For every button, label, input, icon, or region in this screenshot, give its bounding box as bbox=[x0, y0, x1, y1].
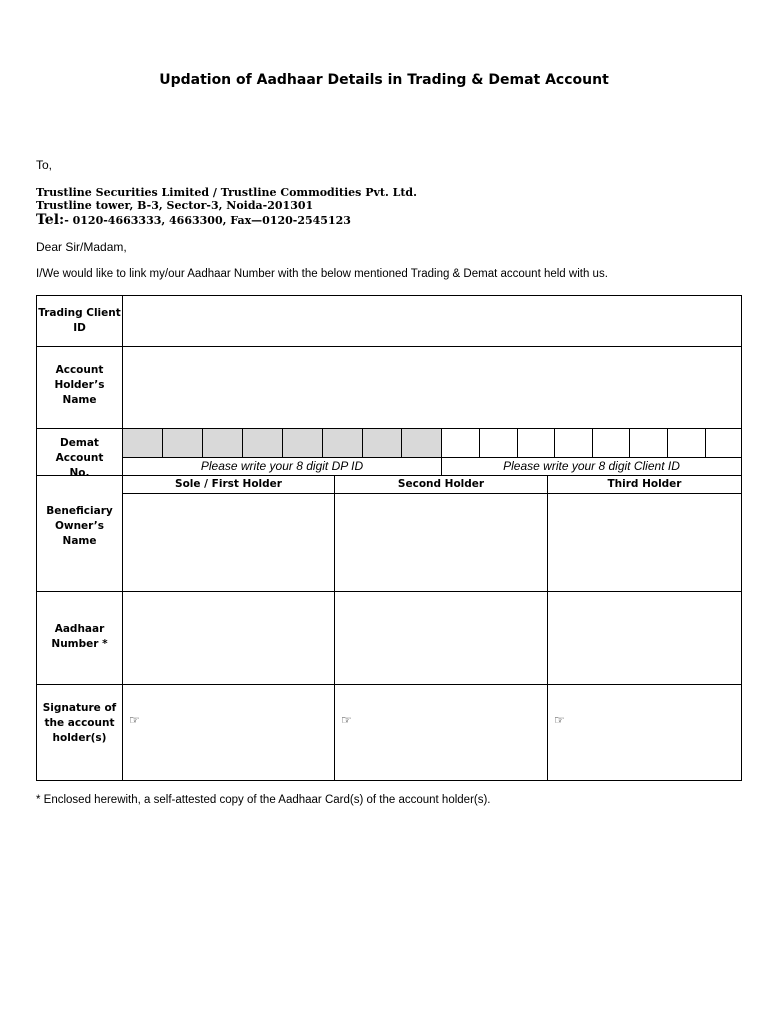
account-holder-name-field[interactable] bbox=[123, 347, 741, 428]
pointing-hand-icon: ☞ bbox=[341, 713, 352, 727]
intro-text: I/We would like to link my/our Aadhaar Number with the below mentioned Trading & Demat account held with us. bbox=[36, 268, 608, 280]
telephone-line bbox=[36, 212, 351, 228]
third-holder-aadhaar-field[interactable] bbox=[548, 592, 741, 684]
third-holder-name-field[interactable] bbox=[548, 494, 741, 591]
page-title: Updation of Aadhaar Details in Trading & Demat Account bbox=[159, 72, 609, 88]
second-holder-signature-field[interactable] bbox=[335, 685, 547, 780]
company-name: Trustline Securities Limited / Trustline Commodities Pvt. Ltd. bbox=[36, 186, 417, 199]
street-address: Trustline tower, B-3, Sector-3, Noida-201301 bbox=[36, 199, 314, 212]
recipient-address bbox=[36, 186, 417, 212]
pointing-hand-icon: ☞ bbox=[129, 713, 140, 727]
tel-numbers: - 0120-4663333, 4663300, Fax—0120-2545123 bbox=[64, 214, 351, 227]
row-divider bbox=[122, 457, 741, 458]
signature-label: Signature of the account holder(s) bbox=[42, 702, 117, 744]
digit-box-divider bbox=[242, 428, 243, 457]
first-holder-aadhaar-field[interactable] bbox=[123, 592, 334, 684]
digit-box-divider bbox=[362, 428, 363, 457]
digit-box-divider bbox=[401, 428, 402, 457]
client-id-boxes[interactable] bbox=[442, 429, 741, 457]
pointing-hand-icon: ☞ bbox=[554, 713, 565, 727]
first-holder-name-field[interactable] bbox=[123, 494, 334, 591]
first-holder-signature-field[interactable] bbox=[123, 685, 334, 780]
digit-box-divider bbox=[282, 428, 283, 457]
second-holder-name-field[interactable] bbox=[335, 494, 547, 591]
tel-prefix: Tel: bbox=[36, 212, 65, 228]
third-holder-signature-field[interactable] bbox=[548, 685, 741, 780]
col-header-first-holder: Sole / First Holder bbox=[175, 478, 282, 490]
dp-id-hint: Please write your 8 digit DP ID bbox=[200, 459, 364, 473]
trading-client-id-field[interactable] bbox=[123, 297, 741, 346]
salutation: Dear Sir/Madam, bbox=[36, 240, 127, 254]
account-holder-name-label: Account Holder’s Name bbox=[54, 364, 105, 406]
trading-client-id-label: Trading Client ID bbox=[38, 307, 121, 334]
to-line: To, bbox=[36, 158, 53, 172]
aadhaar-number-label: Aadhaar Number * bbox=[51, 623, 108, 650]
col-header-third-holder: Third Holder bbox=[607, 478, 682, 490]
digit-box-divider bbox=[162, 428, 163, 457]
col-header-second-holder: Second Holder bbox=[397, 478, 485, 490]
second-holder-aadhaar-field[interactable] bbox=[335, 592, 547, 684]
digit-box-divider bbox=[202, 428, 203, 457]
client-id-hint: Please write your 8 digit Client ID bbox=[503, 459, 680, 473]
aadhaar-form-table bbox=[36, 295, 742, 781]
demat-account-label: Demat Account No. bbox=[55, 437, 104, 479]
row-divider bbox=[37, 475, 741, 476]
beneficiary-name-label: Beneficiary Owner’s Name bbox=[46, 505, 113, 547]
digit-box-divider bbox=[322, 428, 323, 457]
footnote: * Enclosed herewith, a self-attested copy of the Aadhaar Card(s) of the account holder(s). bbox=[36, 794, 491, 806]
